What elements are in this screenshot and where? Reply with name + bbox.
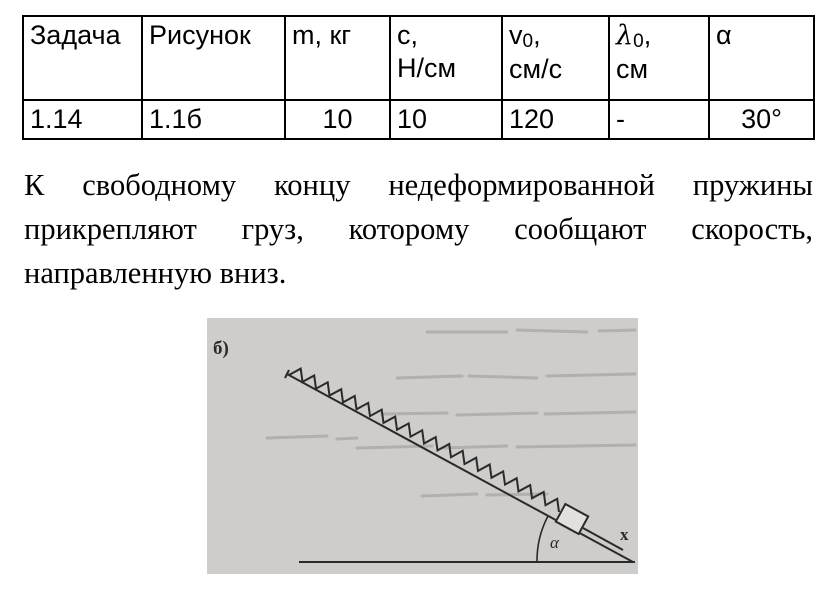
faded-background-print xyxy=(267,330,635,496)
incline-line xyxy=(287,374,633,562)
parameters-table xyxy=(22,15,815,140)
header-stiffness: c, Н/см xyxy=(390,16,502,100)
x-axis-label: x xyxy=(620,525,629,544)
header-velocity: v0, см/с xyxy=(502,16,609,100)
spring-coil xyxy=(289,369,559,512)
cell-alpha: 30° xyxy=(709,100,814,139)
figure-drawing xyxy=(207,318,638,574)
cell-lambda: - xyxy=(609,100,709,139)
cell-mass: 10 xyxy=(285,100,390,139)
cell-figure: 1.1б xyxy=(142,100,285,139)
table-header-row xyxy=(23,16,814,100)
angle-label: α xyxy=(550,533,559,552)
problem-statement: К свободному концу недеформированной пружины прикрепляют груз, которому сообщают скорость, направленную вниз. xyxy=(24,168,813,290)
spring-incline-figure xyxy=(207,318,638,574)
header-lambda: λ0, см xyxy=(609,16,709,100)
angle-arc xyxy=(537,516,548,562)
cell-stiffness: 10 xyxy=(390,100,502,139)
figure-label: б) xyxy=(213,338,229,359)
cell-velocity: 120 xyxy=(502,100,609,139)
load-block xyxy=(556,504,588,534)
header-alpha: α xyxy=(709,16,814,100)
header-figure: Рисунок xyxy=(142,16,285,100)
table-row xyxy=(23,100,814,139)
header-mass: m, кг xyxy=(285,16,390,100)
cell-task: 1.14 xyxy=(23,100,142,139)
header-task: Задача xyxy=(23,16,142,100)
